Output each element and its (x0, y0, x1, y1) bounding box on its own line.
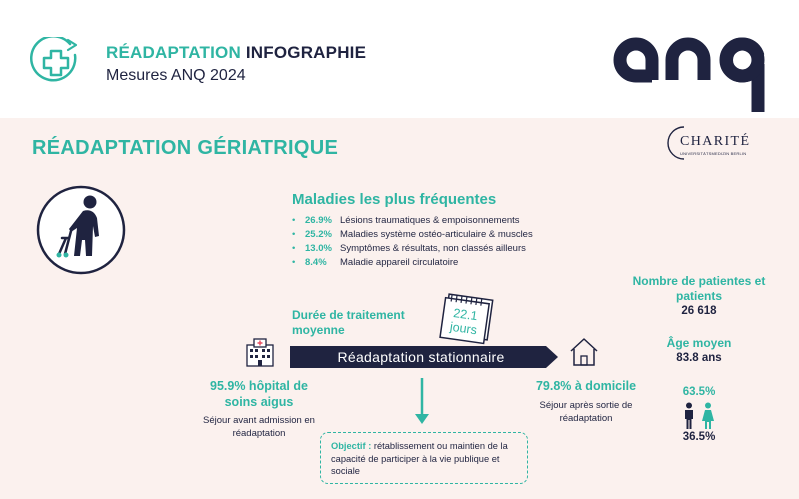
section-title: RÉADAPTATION GÉRIATRIQUE (32, 137, 339, 159)
age-value: 83.8 ans (676, 352, 722, 364)
hospital-building-icon (244, 336, 276, 368)
age-label: Âge moyen (666, 336, 732, 350)
mean-age (626, 336, 772, 366)
before-note: Séjour avant admission en réadaptation (203, 415, 315, 439)
bullet: • (292, 215, 296, 226)
bullet: • (292, 229, 296, 240)
disease-label: Symptômes & résultats, non classés ailleurs (340, 243, 526, 254)
man-woman-icon (678, 402, 720, 430)
treatment-bar-label: Réadaptation stationnaire (337, 349, 505, 365)
objectif-description: rétablissement ou maintien de la capacité de participer à la vie publique et sociale (331, 441, 508, 476)
house-icon (568, 336, 600, 368)
disease-label: Maladies système ostéo-articulaire & muscles (340, 229, 533, 240)
elderly-walker-icon (35, 184, 127, 276)
treatment-duration-label: Durée de traitement moyenne (292, 308, 405, 337)
after-headline: 79.8% à domicile (535, 379, 637, 393)
list-item (292, 228, 533, 242)
disease-pct: 13.0% (305, 243, 332, 254)
list-item (292, 242, 533, 256)
infographic-subtitle: Mesures ANQ 2024 (106, 67, 246, 84)
plus-cross-icon (30, 37, 82, 89)
before-headline: 95.9% hôpital de soins aigus (210, 379, 308, 409)
before-admission-stat (196, 378, 322, 440)
pct-women: 63.5% (682, 386, 716, 398)
calendar-value: 22.1 (452, 305, 479, 324)
calendar-unit: jours (449, 319, 478, 338)
disease-label: Lésions traumatiques & empoisonnements (340, 215, 520, 226)
patients-value: 26 618 (681, 305, 717, 317)
after-note: Séjour après sortie de réadaptation (539, 400, 633, 424)
charite-subtext: UNIVERSITÄTSMEDIZIN BERLIN (680, 151, 747, 156)
disease-pct: 8.4% (305, 257, 327, 268)
title-rest: INFOGRAPHIE (245, 43, 367, 62)
calendar-icon (436, 288, 500, 348)
arrow-down-icon (412, 378, 432, 426)
bullet: • (292, 243, 296, 254)
title-accent: RÉADAPTATION (106, 43, 241, 62)
patients-label: Nombre de patientes et patients (632, 274, 766, 303)
list-item (292, 256, 533, 270)
objectif-label: Objectif : (331, 441, 372, 451)
objectif-text (331, 440, 526, 478)
pct-men: 36.5% (682, 431, 716, 443)
diseases-title: Maladies les plus fréquentes (292, 191, 497, 208)
infographic-title (106, 43, 366, 63)
list-item (292, 214, 533, 228)
after-discharge-stat (526, 378, 646, 425)
bullet: • (292, 257, 296, 268)
anq-logo (612, 32, 772, 114)
patients-count (626, 274, 772, 319)
charite-logo: CHARITÉ (680, 134, 751, 149)
diseases-list (292, 214, 533, 270)
disease-pct: 25.2% (305, 229, 332, 240)
disease-pct: 26.9% (305, 215, 332, 226)
disease-label: Maladie appareil circulatoire (340, 257, 459, 268)
